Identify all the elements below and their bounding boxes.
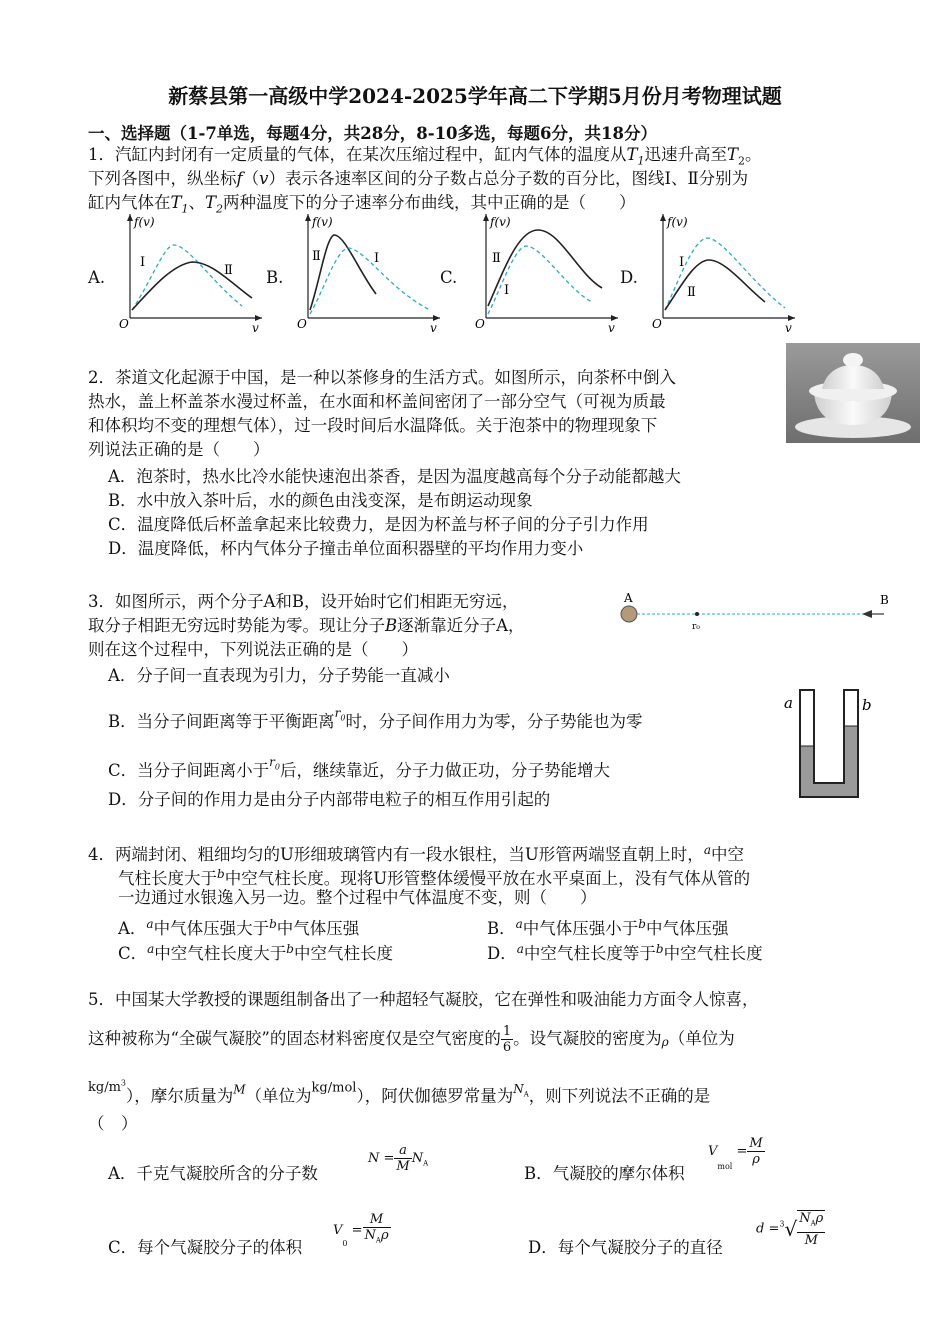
- molecule-a: [621, 606, 637, 622]
- origin-label: O: [652, 317, 662, 331]
- q3-line3: 则在这个过程中，下列说法正确的是（ ）: [88, 640, 418, 659]
- q3-line1: 3．如图所示，两个分子A和B，设开始时它们相距无穷远，: [88, 592, 519, 611]
- q2-line3: 和体积均不变的理想气体），过一段时间后水温降低。关于泡茶中的物理现象下: [88, 416, 658, 435]
- curve-label-i: I: [374, 251, 380, 266]
- q2-line1: 2．茶道文化起源于中国，是一种以茶修身的生活方式。如图所示，向茶杯中倒入: [88, 368, 676, 387]
- q2-option-d[interactable]: D．温度降低，杯内气体分子撞击单位面积器壁的平均作用力变小: [108, 539, 584, 558]
- curve-label-i: I: [679, 255, 685, 270]
- curve-label-ii: Ⅱ: [492, 251, 501, 266]
- y-axis-label: f(v): [667, 215, 688, 229]
- q2-option-c[interactable]: C．温度降低后杯盖拿起来比较费力，是因为杯盖与杯子间的分子引力作用: [108, 515, 649, 534]
- q1-option-d[interactable]: D.: [620, 268, 638, 287]
- q1-graph-c: [468, 210, 623, 335]
- q1-line3: 缸内气体在$T_1$、$T_2$两种温度下的分子速率分布曲线，其中正确的是（ ）: [88, 193, 636, 216]
- q2-line4: 列说法正确的是（ ）: [88, 440, 270, 459]
- y-axis-label: f(v): [312, 215, 333, 229]
- q1-graph-b: [290, 210, 445, 335]
- molecule-b-label: B: [880, 593, 889, 607]
- curve-label-ii: Ⅱ: [312, 249, 321, 264]
- dashed-curve: [665, 238, 785, 310]
- q1-option-a[interactable]: A.: [88, 268, 106, 287]
- y-axis-label: f(v): [134, 215, 155, 229]
- x-axis-label: v: [608, 321, 615, 335]
- q5-eq-b: $V_{mol}$ = $\frac{M}{\rho}$: [708, 1136, 763, 1171]
- q5-line3: $^{kg/m^3}$），摩尔质量为$^M$（单位为$^{kg/mol}$），阿伏伽德罗常量为$^{N_A}$，则下列说法不正确的是: [88, 1079, 711, 1106]
- q1-option-c[interactable]: C.: [440, 268, 458, 287]
- q3-option-d[interactable]: D．分子间的作用力是由分子内部带电粒子的相互作用引起的: [108, 790, 551, 809]
- q1-option-b[interactable]: B.: [266, 268, 284, 287]
- q5-line4: （ ）: [88, 1114, 138, 1133]
- curve-solid: [310, 235, 376, 310]
- curve-label-ii: Ⅱ: [224, 263, 233, 278]
- dashed-curve: [310, 248, 430, 314]
- tube-label-a: a: [784, 694, 793, 712]
- page-title: 新蔡县第一高级中学2024-2025学年高二下学期5月份月考物理试题: [168, 84, 782, 108]
- q1-line1: 1．汽缸内封闭有一定质量的气体，在某次压缩过程中，缸内气体的温度从$T_1$迅速升高至$T_2$。: [88, 145, 762, 168]
- q3-option-a[interactable]: A．分子间一直表现为引力，分子势能一直减小: [108, 666, 450, 685]
- molecule-figure: [612, 588, 897, 633]
- q5-eq-d: d =$^3$√ $\frac{N_A\rho}{M}$: [756, 1211, 824, 1248]
- curve-label-i: I: [504, 283, 510, 298]
- arrow-icon: [862, 610, 872, 618]
- teacup-image: [786, 343, 920, 443]
- q1-graph-a: [112, 210, 267, 335]
- q2-option-a[interactable]: A．泡茶时，热水比冷水能快速泡出茶香，是因为温度越高每个分子动能都越大: [108, 467, 681, 486]
- dashed-curve: [488, 246, 592, 314]
- q2-option-b[interactable]: B．水中放入茶叶后，水的颜色由浅变深，是布朗运动现象: [108, 491, 533, 510]
- q1-graph-d: [645, 210, 800, 335]
- q3-option-c[interactable]: C．当分子间距离小于$^{r_0}$后，继续靠近，分子力做正功，分子势能增大: [108, 755, 610, 780]
- curve-label-i: I: [140, 255, 146, 270]
- q5-line2: 这种被称为“全碳气凝胶”的固态材料密度仅是空气密度的 $\frac{1}{6}$ 。设气凝胶的密度为ρ（单位为: [88, 1024, 735, 1055]
- tube-label-b: b: [862, 696, 872, 714]
- x-axis-label: v: [430, 321, 437, 335]
- q2-line2: 热水，盖上杯盖茶水漫过杯盖，在水面和杯盖间密闭了一部分空气（可视为质最: [88, 392, 666, 411]
- q3-line2: 取分子相距无穷远时势能为零。现让分子B逐渐靠近分子A，: [88, 616, 525, 635]
- section-heading: 一、选择题（1-7单选，每题4分，共28分，8-10多选，每题6分，共18分）: [88, 124, 657, 143]
- u-tube-figure: [780, 688, 890, 803]
- origin-label: O: [119, 317, 129, 331]
- q4-option-b[interactable]: B．$^a$中气体压强小于$^b$中气体压强: [487, 917, 729, 938]
- q5-eq-a: N = $\frac{a}{M}$ $N_A$: [368, 1143, 429, 1174]
- q4-line1: 4．两端封闭、粗细均匀的U形细玻璃管内有一段水银柱，当U形管两端竖直朝上时，$^a$中空: [88, 843, 744, 864]
- curve-solid: [132, 262, 252, 310]
- q4-line2: 气柱长度大于$^b$中空气柱长度。现将U形管整体缓慢平放在水平桌面上，没有气体从管的: [118, 867, 751, 888]
- x-axis-label: v: [785, 321, 792, 335]
- q4-line3: 一边通过水银逸入另一边。整个过程中气体温度不变，则（ ）: [118, 888, 597, 907]
- q5-line1: 5．中国某大学教授的课题组制备出了一种超轻气凝胶，它在弹性和吸油能力方面令人惊喜，: [88, 990, 759, 1009]
- q5-option-b[interactable]: B．气凝胶的摩尔体积: [524, 1164, 685, 1183]
- origin-label: O: [297, 317, 307, 331]
- q4-option-c[interactable]: C．$^a$中空气柱长度大于$^b$中空气柱长度: [118, 942, 393, 963]
- y-axis-label: f(v): [490, 215, 511, 229]
- q4-option-d[interactable]: D．$^a$中空气柱长度等于$^b$中空气柱长度: [487, 942, 763, 963]
- q5-option-a[interactable]: A．千克气凝胶所含的分子数: [108, 1164, 318, 1183]
- molecule-a-label: A: [624, 591, 633, 605]
- q4-option-a[interactable]: A．$^a$中气体压强大于$^b$中气体压强: [118, 917, 360, 938]
- q5-eq-c: $V_0$ = $\frac{M}{N_A\rho}$: [333, 1212, 389, 1248]
- q3-option-b[interactable]: B．当分子间距离等于平衡距离$^{r_0}$时，分子间作用力为零，分子势能也为零: [108, 706, 643, 731]
- q5-option-d[interactable]: D．每个气凝胶分子的直径: [528, 1238, 723, 1257]
- q5-option-c[interactable]: C．每个气凝胶分子的体积: [108, 1238, 303, 1257]
- curve-label-ii: Ⅱ: [687, 285, 696, 300]
- x-axis-label: v: [252, 321, 259, 335]
- r0-label: r₀: [692, 622, 700, 632]
- q1-line2: 下列各图中，纵坐标f（v）表示各速率区间的分子数占总分子数的百分比，图线Ⅰ、Ⅱ分别为: [88, 169, 749, 188]
- origin-label: O: [475, 317, 485, 331]
